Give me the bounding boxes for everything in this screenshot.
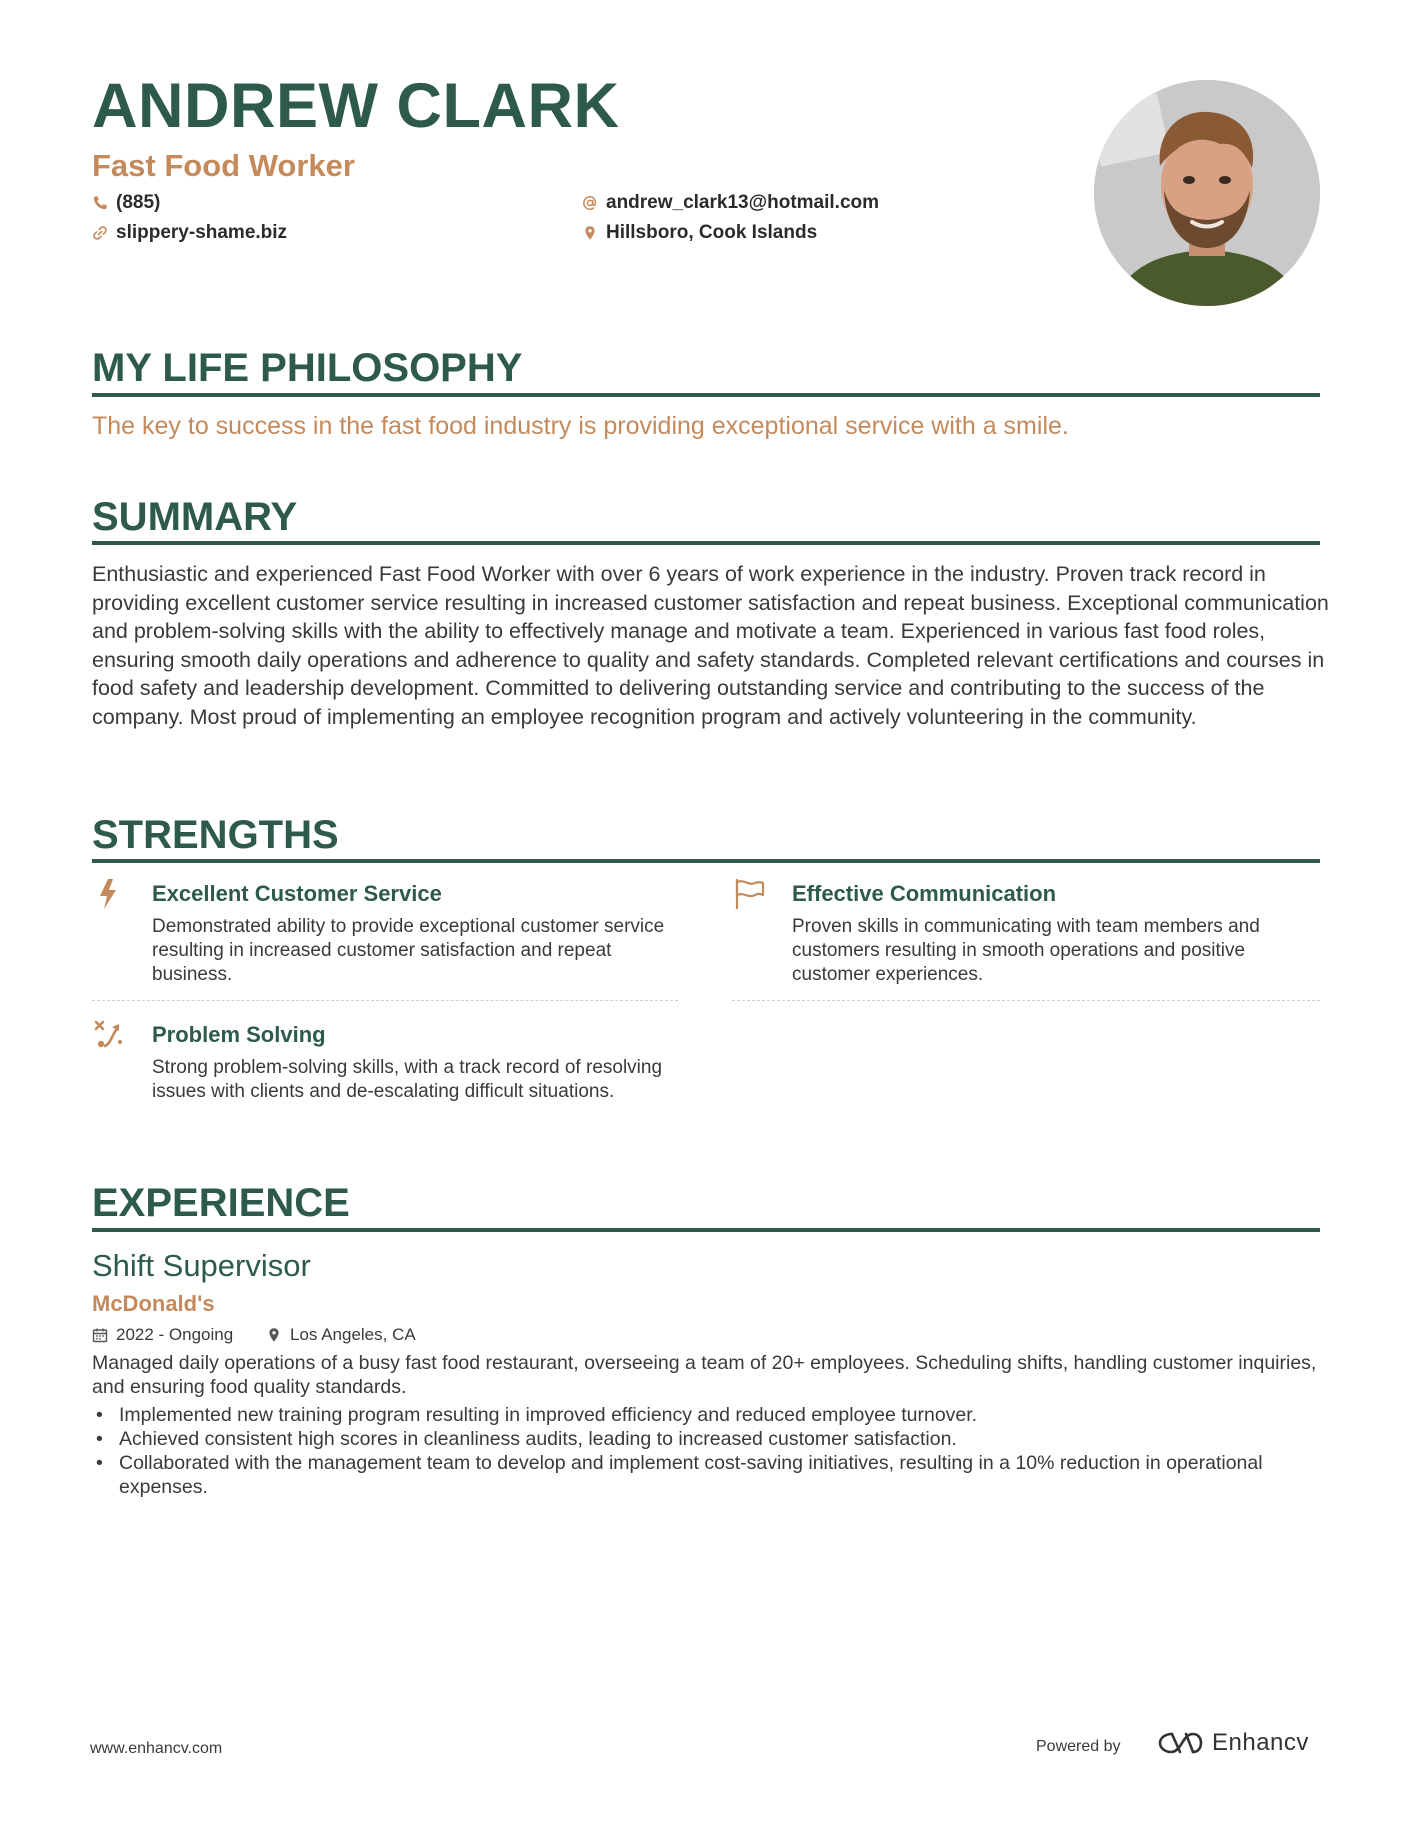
contact-phone — [92, 192, 160, 214]
profile-photo — [1094, 80, 1320, 306]
achievement-item: • Implemented new training program resulting in improved efficiency and reduced employee turnover. — [92, 1403, 1332, 1427]
experience-heading: EXPERIENCE — [92, 1181, 350, 1225]
at-icon — [582, 195, 598, 211]
location-text: Hillsboro, Cook Islands — [606, 222, 818, 243]
job-title: Fast Food Worker — [92, 148, 355, 183]
strategy-icon — [92, 1018, 126, 1052]
strength-separator — [732, 1000, 1320, 1001]
powered-by-label: Powered by — [1036, 1738, 1121, 1755]
strengths-heading: STRENGTHS — [92, 813, 339, 857]
summary-heading: SUMMARY — [92, 495, 298, 539]
experience-divider — [92, 1228, 1320, 1232]
summary-divider — [92, 541, 1320, 545]
calendar-icon — [92, 1327, 108, 1343]
achievement-item: • Collaborated with the management team to develop and implement cost-saving initiatives, resulting in a 10% reduction in operational expenses. — [92, 1451, 1332, 1499]
strength-description: Strong problem-solving skills, with a track record of resolving issues with clients and de-escalating difficult situations. — [152, 1057, 663, 1102]
lightning-icon — [92, 877, 126, 911]
achievement-item: • Achieved consistent high scores in cleanliness audits, leading to increased customer satisfaction. — [92, 1427, 1332, 1451]
website-text[interactable]: slippery-shame.biz — [116, 222, 288, 243]
philosophy-heading: MY LIFE PHILOSOPHY — [92, 346, 523, 390]
footer-website-link[interactable]: www.enhancv.com — [90, 1740, 223, 1757]
strengths-divider — [92, 859, 1320, 863]
email-text[interactable]: andrew_clark13@hotmail.com — [606, 192, 880, 213]
dates-text: 2022 - Ongoing — [116, 1325, 234, 1344]
contact-email[interactable] — [582, 192, 879, 214]
job-location — [266, 1325, 416, 1345]
contact-website[interactable] — [92, 222, 287, 244]
job-dates — [92, 1325, 233, 1345]
contact-location — [582, 222, 817, 244]
philosophy-divider — [92, 393, 1320, 397]
summary-text: Enthusiastic and experienced Fast Food Worker with over 6 years of work experience in the industry. Proven track record in providing excellent customer service resulting in increased customer satisfaction and repeat business. Exceptional communication and problem-solving skills with the ability to effectively manage and motivate a team. Experienced in various fast food roles, ensuring smooth daily operations and adherence to quality and safety standards. Completed relevant certifications and courses in food safety and leadership development. Committed to delivering outstanding service and contributing to the success of the company. Most proud of implementing an employee recognition program and actively volunteering in the community. — [92, 562, 1329, 729]
candidate-name: ANDREW CLARK — [92, 71, 620, 141]
phone-icon — [92, 195, 108, 211]
map-pin-icon — [266, 1327, 282, 1343]
strength-separator — [92, 1000, 678, 1001]
avatar-illustration — [1094, 80, 1320, 306]
phone-text: (885) — [116, 192, 161, 213]
strength-title: Excellent Customer Service — [152, 881, 442, 906]
enhancv-brand[interactable] — [1156, 1728, 1309, 1758]
map-pin-icon — [582, 225, 598, 241]
company-name: McDonald's — [92, 1291, 215, 1316]
strength-title: Problem Solving — [152, 1022, 326, 1047]
job-location-text: Los Angeles, CA — [290, 1325, 416, 1344]
link-icon — [92, 225, 108, 241]
strength-title: Effective Communication — [792, 881, 1057, 906]
philosophy-text: The key to success in the fast food industry is providing exceptional service with a smile. — [92, 412, 1069, 440]
achievement-list — [92, 1403, 1332, 1499]
strength-description: Demonstrated ability to provide exceptional customer service resulting in increased customer satisfaction and repeat business. — [152, 916, 665, 985]
job-role: Shift Supervisor — [92, 1248, 311, 1283]
job-description: Managed daily operations of a busy fast food restaurant, overseeing a team of 20+ employees. Scheduling shifts, handling customer inquiries, and ensuring food quality standards. — [92, 1352, 1317, 1398]
strength-description: Proven skills in communicating with team members and customers resulting in smooth operations and positive customer experiences. — [792, 916, 1260, 985]
brand-name: Enhancv — [1212, 1729, 1309, 1756]
enhancv-logo-icon — [1156, 1728, 1204, 1758]
flag-icon — [732, 877, 766, 911]
